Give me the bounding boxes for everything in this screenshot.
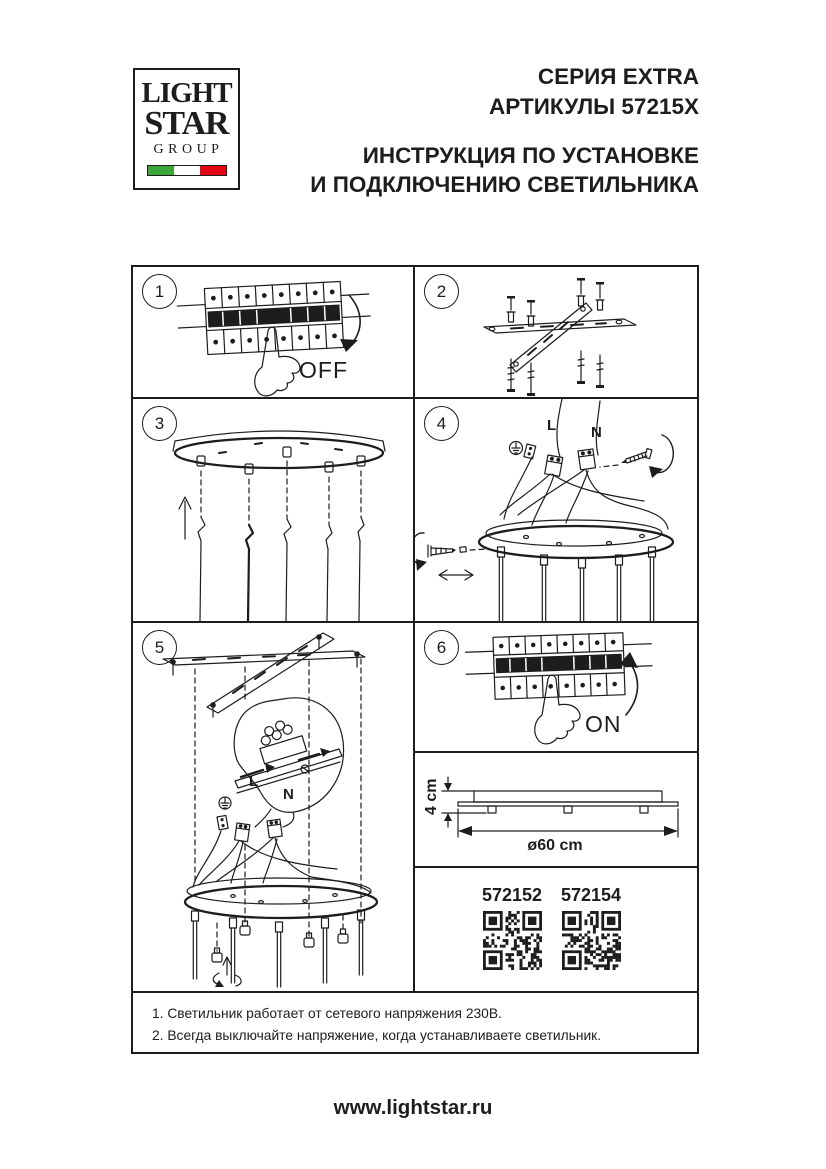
- step-1-panel: [133, 267, 415, 399]
- screw-right-icon: [600, 435, 673, 478]
- instruction-title-line2: И ПОДКЛЮЧЕНИЮ СВЕТИЛЬНИКА: [310, 172, 699, 197]
- step-2-panel: [415, 267, 697, 399]
- assembly-detail-illustration: [133, 623, 413, 991]
- cable-gripper-icon: [240, 921, 250, 935]
- qr-code: [483, 911, 542, 970]
- safety-notes: [133, 993, 697, 1052]
- live-wire-label: L: [547, 417, 557, 434]
- height-dimension-label: 4 cm: [423, 778, 440, 815]
- qr-code: [562, 911, 621, 970]
- pointing-hand-icon: [535, 675, 580, 744]
- diameter-dimension-label: ø60 cm: [527, 837, 583, 854]
- neutral-wire-label: N: [283, 786, 294, 803]
- series-title: СЕРИЯ EXTRA: [537, 64, 699, 89]
- header-series-block: [489, 62, 699, 122]
- pointing-hand-icon: [255, 327, 300, 396]
- off-label: OFF: [299, 357, 348, 383]
- arrow-down-icon: [340, 339, 358, 352]
- instruction-grid: [131, 265, 699, 1054]
- step-3-panel: [133, 399, 415, 623]
- step-number-3: 3: [142, 406, 177, 441]
- step-number-6: 6: [424, 630, 459, 665]
- screws-bottom: [507, 351, 604, 396]
- flag-green-stripe: [148, 166, 174, 175]
- canopy-wires-illustration: [133, 399, 413, 621]
- step-number-4: 4: [424, 406, 459, 441]
- step-number-2: 2: [424, 274, 459, 309]
- anchor-screws-top: [507, 278, 604, 326]
- logo-word-group: GROUP: [153, 142, 224, 157]
- terminal-block-detail: [254, 716, 307, 764]
- note-line-2: 2. Всегда выключайте напряжение, когда устанавливаете светильник.: [152, 1028, 602, 1044]
- ground-symbol-icon: [219, 797, 231, 809]
- step-6-panel: [415, 623, 697, 753]
- italian-flag-icon: [147, 165, 227, 176]
- slide-arrow-icon: [439, 570, 473, 580]
- note-line-1: 1. Светильник работает от сетевого напряжения 230В.: [152, 1006, 502, 1021]
- on-label: ON: [585, 711, 622, 737]
- screw-left-icon: [415, 533, 488, 571]
- lightstar-logo: [133, 68, 240, 190]
- cable-gripper-icon: [338, 929, 348, 943]
- instruction-title-line1: ИНСТРУКЦИЯ ПО УСТАНОВКЕ: [362, 143, 699, 168]
- header-instruction-block: [310, 141, 699, 199]
- logo-word-light: LIGHT: [141, 77, 232, 109]
- step-number-1: 1: [142, 274, 177, 309]
- flag-white-stripe: [174, 166, 200, 175]
- article-number: 572154: [560, 885, 622, 905]
- article-number: 572152: [481, 885, 543, 905]
- logo-word-star: STAR: [144, 105, 229, 142]
- qr-panel: [415, 868, 697, 993]
- step-4-panel: [415, 399, 697, 623]
- dimensions-panel: [415, 753, 697, 868]
- step-5-panel: [133, 623, 415, 993]
- step-number-5: 5: [142, 630, 177, 665]
- ground-symbol-icon: [510, 442, 523, 455]
- website-url: www.lightstar.ru: [333, 1096, 493, 1119]
- neutral-wire-label: N: [591, 424, 602, 441]
- live-wire-label: L: [249, 773, 259, 790]
- flag-red-stripe: [200, 166, 226, 175]
- articles-title: АРТИКУЛЫ 57215X: [489, 94, 699, 119]
